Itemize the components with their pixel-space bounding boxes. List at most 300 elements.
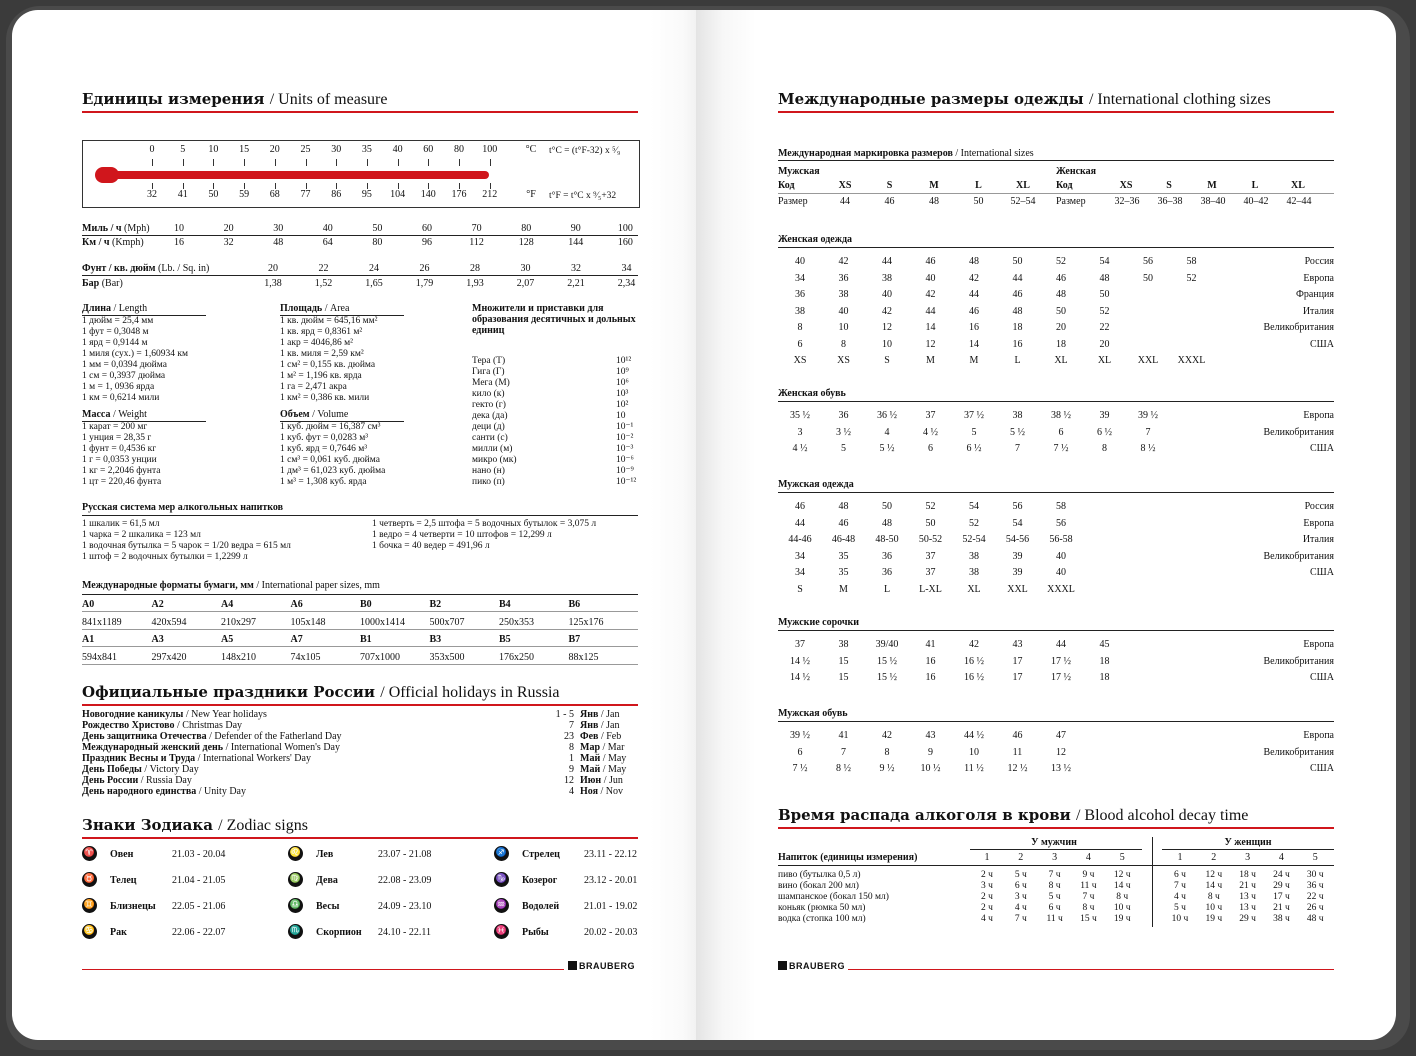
size-value: 7 <box>1145 426 1151 438</box>
size-value: 16 ½ <box>964 672 984 683</box>
size-value: 50 <box>925 517 936 529</box>
size-value: 6 <box>797 338 803 350</box>
paper-title-en: / International paper sizes, mm <box>256 580 380 591</box>
clothing-title-en: / International clothing sizes <box>1088 91 1271 108</box>
holiday-month-en: / Mar <box>602 742 625 753</box>
holiday-name <box>82 764 199 775</box>
fahrenheit-tick-mark <box>398 183 399 189</box>
men-code: XL <box>1016 180 1030 191</box>
paper-size: 1000x1414 <box>360 617 405 628</box>
men-time: 5 ч <box>1014 870 1027 880</box>
psi-value: 26 <box>419 263 430 274</box>
size-value: 10 <box>969 746 979 758</box>
size-value: S <box>797 583 803 595</box>
size-value: 36 <box>838 410 849 421</box>
zodiac-sign-dates: 24.10 - 22.11 <box>378 927 431 938</box>
men-time: 11 ч <box>1046 914 1063 924</box>
men-time: 7 ч <box>1082 892 1095 902</box>
celsius-tick-mark <box>152 159 153 166</box>
multiplier-name: дека (да) <box>472 411 508 421</box>
size-value: 12 <box>1056 746 1066 758</box>
size-value: 6 <box>797 746 803 758</box>
size-value: 52 <box>1186 272 1197 284</box>
zodiac-title <box>82 816 308 835</box>
alcohol-measure-item: 1 чарка = 2 шкалика = 123 мл <box>82 530 201 540</box>
men-time: 2 ч <box>981 870 993 880</box>
size-value: 18 <box>1056 338 1066 350</box>
zodiac-sign-name: Весы <box>316 901 340 912</box>
psi-value: 32 <box>571 263 581 274</box>
size-value: 6 ½ <box>966 443 982 454</box>
size-value: S <box>884 355 890 366</box>
size-value: 56 <box>1056 517 1066 529</box>
size-value: 12 <box>882 322 892 333</box>
length-title <box>82 303 147 314</box>
size-value: 36 ½ <box>877 410 897 421</box>
size-value: 34 <box>795 272 805 284</box>
zodiac-sign-icon: ♒ <box>494 898 509 913</box>
size-value: 11 <box>1012 746 1023 758</box>
brand-logo-icon <box>568 961 577 970</box>
women-time: 21 ч <box>1239 881 1256 891</box>
holiday-name <box>82 786 246 797</box>
bar-value: 1,79 <box>415 278 434 289</box>
speed-divider <box>82 235 638 236</box>
size-value: 35 <box>838 567 849 578</box>
size-value: 40 <box>882 289 892 300</box>
size-value: 40 <box>925 272 936 284</box>
zodiac-sign-dates: 22.06 - 22.07 <box>172 927 226 938</box>
size-value: 48 <box>882 517 892 529</box>
men-code: L <box>975 180 982 191</box>
women-time: 26 ч <box>1306 903 1324 913</box>
size-value: 37 <box>925 410 936 421</box>
size-value: 17 <box>1012 672 1023 683</box>
fahrenheit-tick-mark <box>213 183 214 189</box>
celsius-tick-mark <box>306 159 307 166</box>
fahrenheit-unit: °F <box>526 189 536 200</box>
size-value: 43 <box>925 730 936 741</box>
size-country: Великобритания <box>1263 322 1334 333</box>
drink-label: Напиток (единицы измерения) <box>778 852 918 863</box>
size-country: США <box>1310 338 1334 350</box>
size-section-title: Мужские сорочки <box>778 617 860 628</box>
size-value: 17 ½ <box>1051 655 1071 667</box>
men-col-number: 4 <box>1085 852 1091 863</box>
volume-item: 1 куб. фут = 0,0283 м³ <box>280 433 369 443</box>
men-size: 44 <box>840 196 850 207</box>
paper-format: A6 <box>290 599 303 610</box>
size-value: 4 ½ <box>923 426 938 438</box>
size-value: 52 <box>969 517 979 529</box>
mph-value: 80 <box>521 223 532 234</box>
fahrenheit-tick: 104 <box>390 189 406 200</box>
men-time: 2 ч <box>981 892 993 902</box>
mph-value: 100 <box>617 223 633 234</box>
kmph-value: 112 <box>469 237 484 248</box>
size-value: 40 <box>795 256 805 267</box>
size-value: 14 <box>969 338 979 350</box>
multiplier-value: 10¹² <box>616 356 632 366</box>
mass-item: 1 карат = 200 мг <box>82 422 148 432</box>
holiday-month-ru: Фев <box>580 731 599 742</box>
zodiac-sign-icon: ♐ <box>494 846 509 861</box>
women-time: 8 ч <box>1207 892 1220 902</box>
holiday-month-ru: Май <box>580 753 601 764</box>
size-value: 44 ½ <box>964 730 984 741</box>
men-time: 8 ч <box>1048 881 1061 891</box>
alcohol-measures-title: Русская система мер алкогольных напитков <box>82 502 284 513</box>
alcohol-decay-title <box>778 806 1248 825</box>
women-time: 10 ч <box>1171 914 1189 924</box>
holiday-month <box>580 709 620 720</box>
celsius-unit: °C <box>525 144 537 155</box>
mph-value: 70 <box>471 223 482 234</box>
psi-value: 22 <box>318 263 329 274</box>
size-country: США <box>1310 567 1334 578</box>
zodiac-sign-name: Рыбы <box>522 927 549 938</box>
mph-value: 30 <box>273 223 284 234</box>
celsius-tick: 25 <box>300 144 311 155</box>
size-value: 15 <box>838 655 849 667</box>
multipliers-title: Множители и приставки для образования десятичных и дольных единиц <box>472 303 636 336</box>
area-item: 1 кв. миля = 2,59 км² <box>280 349 364 359</box>
size-value: 37 ½ <box>964 410 984 421</box>
women-time: 29 ч <box>1273 881 1290 891</box>
paper-size: 176x250 <box>499 652 534 663</box>
men-col-number: 2 <box>1018 852 1024 863</box>
celsius-tick-mark <box>490 159 491 166</box>
size-value: 9 <box>928 746 933 758</box>
size-value: 48 <box>1099 272 1110 284</box>
size-value: 38 ½ <box>1051 410 1071 421</box>
men-time: 6 ч <box>1048 903 1061 913</box>
men-code: XS <box>838 180 852 191</box>
bar-value: 1,65 <box>365 278 383 289</box>
alcohol-measure-item: 1 шкалик = 61,5 мл <box>82 519 160 529</box>
men-time: 4 ч <box>981 914 993 924</box>
size-value: 3 ½ <box>836 426 851 438</box>
paper-format: B1 <box>360 634 372 645</box>
area-item: 1 акр = 4046,86 м² <box>280 338 353 348</box>
women-code: M <box>1207 180 1217 191</box>
paper-size: 148x210 <box>221 652 256 663</box>
size-country: Италия <box>1302 534 1334 545</box>
zodiac-sign-icon: ♏ <box>288 924 303 939</box>
size-value: XL <box>1054 355 1068 366</box>
units-title-ru: Единицы измерения <box>82 90 265 108</box>
women-size: 42–44 <box>1286 196 1312 207</box>
mph-label-en: (Mph) <box>124 223 150 234</box>
size-value: 7 <box>841 746 846 758</box>
mph-value: 50 <box>372 223 383 234</box>
size-value: 50 <box>1099 289 1110 300</box>
multiplier-value: 10 <box>616 411 626 421</box>
women-time: 30 ч <box>1306 870 1324 880</box>
celsius-tick: 30 <box>331 144 342 155</box>
men-time: 8 ч <box>1082 903 1095 913</box>
men-size: 46 <box>884 196 895 207</box>
size-value: L-XL <box>919 583 942 595</box>
holiday-month <box>580 720 620 731</box>
area-title <box>280 303 349 314</box>
area-item: 1 кв. дюйм = 645,16 мм² <box>280 316 378 326</box>
bar-label-en: (Bar) <box>101 278 123 289</box>
size-country: Великобритания <box>1263 550 1334 562</box>
size-value: XXL <box>1007 583 1028 595</box>
size-value: 7 ½ <box>792 763 808 774</box>
zodiac-sign-name: Скорпион <box>316 927 362 938</box>
celsius-tick-mark <box>336 159 337 166</box>
size-value: XL <box>967 583 981 595</box>
men-time: 3 ч <box>981 881 993 891</box>
alcohol-decay-title-rule <box>778 827 1334 829</box>
multiplier-value: 10⁶ <box>616 378 629 388</box>
holiday-name-ru: День народного единства <box>82 786 197 797</box>
size-value: 44 <box>1056 639 1066 650</box>
kmph-value: 160 <box>617 237 633 248</box>
length-title-ru: Длина <box>82 303 112 314</box>
drink-name: шампанское (бокал 150 мл) <box>778 892 889 902</box>
size-value: XS <box>793 355 807 366</box>
size-value: 42 <box>969 272 979 284</box>
holiday-month-en: / May <box>602 764 627 775</box>
size-value: 18 <box>1099 672 1110 683</box>
size-value: 10 ½ <box>920 763 941 774</box>
size-value: 38 <box>838 639 849 650</box>
men-time: 5 ч <box>1048 892 1061 902</box>
holiday-month <box>580 753 626 764</box>
right-page <box>704 10 1396 1040</box>
size-value: 48 <box>838 501 849 512</box>
zodiac-sign-name: Козерог <box>522 875 558 886</box>
size-value: 18 <box>1012 322 1023 333</box>
size-value: 56 <box>1143 256 1153 267</box>
length-title-en: / Length <box>113 303 148 314</box>
area-item: 1 кв. ярд = 0,8361 м² <box>280 327 363 337</box>
thermometer <box>82 140 640 208</box>
area-item: 1 м² = 1,196 кв. ярда <box>280 371 362 381</box>
alcohol-decay-title-ru: Время распада алкоголя в крови <box>778 806 1071 824</box>
size-value: 50-52 <box>918 534 943 545</box>
zodiac-sign-dates: 24.09 - 23.10 <box>378 901 432 912</box>
size-value: 8 <box>884 746 890 758</box>
zodiac-sign-name: Овен <box>110 849 134 860</box>
mass-title <box>82 409 147 420</box>
size-value: 58 <box>1186 256 1197 267</box>
volume-title-ru: Объем <box>280 409 310 420</box>
size-country: США <box>1310 672 1334 683</box>
intl-sizes-title <box>778 148 1034 159</box>
women-time: 38 ч <box>1273 914 1290 924</box>
size-value: XL <box>1097 355 1112 366</box>
holiday-name <box>82 775 192 786</box>
intl-sizes-title-ru: Международная маркировка размеров <box>778 148 953 159</box>
size-value: 7 <box>1015 443 1020 454</box>
mass-item: 1 унция = 28,35 г <box>82 433 152 443</box>
holiday-month-ru: Мар <box>580 742 600 753</box>
paper-format: B5 <box>499 634 511 645</box>
mph-value: 10 <box>174 223 184 234</box>
celsius-tick-mark <box>428 159 429 166</box>
paper-size: 74x105 <box>290 652 321 663</box>
holiday-name-ru: Новогодние каникулы <box>82 709 184 720</box>
kmph-value: 64 <box>322 237 333 248</box>
size-value: 8 ½ <box>836 763 851 774</box>
mph-value: 40 <box>322 223 333 234</box>
size-value: 42 <box>882 730 892 741</box>
size-value: 45 <box>1099 639 1110 650</box>
kmph-value: 48 <box>273 237 284 248</box>
women-header: У женщин <box>1224 837 1272 848</box>
zodiac-sign-dates: 23.07 - 21.08 <box>378 849 432 860</box>
size-value: 39 ½ <box>790 730 810 741</box>
men-time: 11 ч <box>1080 881 1097 891</box>
zodiac-sign-icon: ♍ <box>288 872 303 887</box>
paper-title-ru: Международные форматы бумаги, мм <box>82 580 254 591</box>
psi-value: 20 <box>268 263 278 274</box>
fahrenheit-tick: 41 <box>177 189 188 200</box>
size-value: 41 <box>925 639 936 650</box>
size-value: 43 <box>1012 639 1023 650</box>
kmph-value: 144 <box>568 237 584 248</box>
zodiac-title-en: / Zodiac signs <box>218 817 308 834</box>
size-value: 37 <box>795 639 805 650</box>
size-value: 5 ½ <box>879 443 895 454</box>
psi-label <box>82 263 209 274</box>
size-country: Россия <box>1304 501 1334 512</box>
holiday-month-ru: Янв <box>580 709 599 720</box>
length-item: 1 фут = 0,3048 м <box>82 327 149 337</box>
size-value: 48 <box>1056 289 1066 300</box>
size-label: Размер <box>1056 196 1086 207</box>
size-value: 6 <box>1058 426 1064 438</box>
women-label: Женская <box>1056 166 1097 177</box>
holiday-name-ru: День Победы <box>82 764 142 775</box>
celsius-tick: 35 <box>361 144 372 155</box>
alcohol-measure-item: 1 бочка = 40 ведер = 491,96 л <box>372 541 490 551</box>
brand-logo-icon <box>778 961 787 970</box>
length-item: 1 км = 0,6214 мили <box>82 393 160 403</box>
size-value: 39 ½ <box>1138 410 1158 421</box>
size-value: 20 <box>1056 322 1066 333</box>
bar-value: 1,52 <box>314 278 333 289</box>
holiday-name-en: / International Women's Day <box>225 742 340 753</box>
mph-label-ru: Миль / ч <box>82 223 122 234</box>
clothing-title-ru: Международные размеры одежды <box>778 90 1084 108</box>
holiday-name-en: / Unity Day <box>198 786 246 797</box>
zodiac-title-rule <box>82 837 638 839</box>
size-value: 4 ½ <box>792 443 808 454</box>
men-time: 3 ч <box>1014 892 1027 902</box>
left-page <box>12 10 704 1040</box>
paper-size: 707x1000 <box>360 652 400 663</box>
size-value: 40 <box>1056 567 1066 578</box>
size-value: 48 <box>969 256 979 267</box>
men-time: 15 ч <box>1080 914 1097 924</box>
alcohol-header-rule <box>1162 849 1334 850</box>
psi-value: 24 <box>369 263 379 274</box>
size-value: 17 <box>1012 655 1023 667</box>
mass-item: 1 кг = 2,2046 фунта <box>82 466 161 476</box>
zodiac-sign-name: Водолей <box>522 901 560 912</box>
length-item: 1 дюйм = 25,4 мм <box>82 316 154 326</box>
bar-value: 2,34 <box>617 278 636 289</box>
celsius-tick-mark <box>275 159 276 166</box>
size-section-title: Женская обувь <box>778 388 846 399</box>
women-time: 36 ч <box>1306 881 1324 891</box>
paper-format: A1 <box>82 634 95 645</box>
psi-label-ru: Фунт / кв. дюйм <box>82 263 156 274</box>
size-value: 8 <box>797 322 803 333</box>
multiplier-name: Тера (Т) <box>472 356 506 366</box>
holiday-day: 1 - 5 <box>555 709 574 720</box>
holiday-month <box>580 764 626 775</box>
holiday-name-en: / Defender of the Fatherland Day <box>209 731 342 742</box>
size-section-title: Мужская одежда <box>778 479 854 490</box>
holiday-month-ru: Июн <box>580 775 602 786</box>
size-value: 38 <box>882 272 892 284</box>
size-value: 6 <box>928 443 933 454</box>
fahrenheit-tick-mark <box>152 183 153 189</box>
men-time: 7 ч <box>1014 914 1027 924</box>
zodiac-title-ru: Знаки Зодиака <box>82 816 213 834</box>
volume-item: 1 дм³ = 61,023 куб. дюйма <box>280 466 386 476</box>
multiplier-name: милли (м) <box>472 444 513 454</box>
size-value: 35 <box>838 550 849 562</box>
men-time: 2 ч <box>981 903 993 913</box>
psi-value: 30 <box>520 263 531 274</box>
paper-format: B2 <box>429 599 442 610</box>
women-time: 14 ч <box>1205 881 1223 891</box>
thermometer-tube <box>97 171 489 179</box>
size-value: 36 <box>795 289 805 300</box>
kmph-value: 80 <box>372 237 383 248</box>
size-value: 40 <box>1056 550 1066 562</box>
multiplier-name: Мега (М) <box>472 378 510 388</box>
men-time: 4 ч <box>1014 903 1027 913</box>
holiday-month <box>580 786 623 797</box>
zodiac-sign-name: Дева <box>316 875 338 886</box>
size-value: 46 <box>1056 272 1066 284</box>
women-time: 13 ч <box>1239 903 1256 913</box>
size-value: L <box>883 583 891 595</box>
brand-logo-text: BRAUBERG <box>789 961 846 971</box>
size-value: 46 <box>1012 289 1023 300</box>
zodiac-sign-name: Лев <box>316 849 334 860</box>
celsius-tick-mark <box>367 159 368 166</box>
size-value: 34 <box>795 567 805 578</box>
paper-size: 250x353 <box>499 617 534 628</box>
right-footer-rule <box>848 969 1334 970</box>
size-value: 12 <box>925 338 936 350</box>
size-value: 56 <box>1012 501 1023 512</box>
size-value: 14 ½ <box>790 655 810 667</box>
size-value: 54-56 <box>1005 534 1030 545</box>
length-item: 1 м = 1, 0936 ярда <box>82 382 155 392</box>
size-value: 38 <box>969 550 979 562</box>
men-time: 7 ч <box>1048 870 1061 880</box>
size-value: M <box>839 583 848 595</box>
celsius-tick: 15 <box>239 144 250 155</box>
size-value: XS <box>837 355 850 366</box>
men-col-number: 5 <box>1119 852 1125 863</box>
women-time: 6 ч <box>1174 870 1186 880</box>
size-value: 14 ½ <box>790 672 810 683</box>
zodiac-sign-dates: 23.12 - 20.01 <box>584 875 638 886</box>
holiday-month <box>580 731 621 742</box>
zodiac-sign-dates: 22.08 - 23.09 <box>378 875 432 886</box>
